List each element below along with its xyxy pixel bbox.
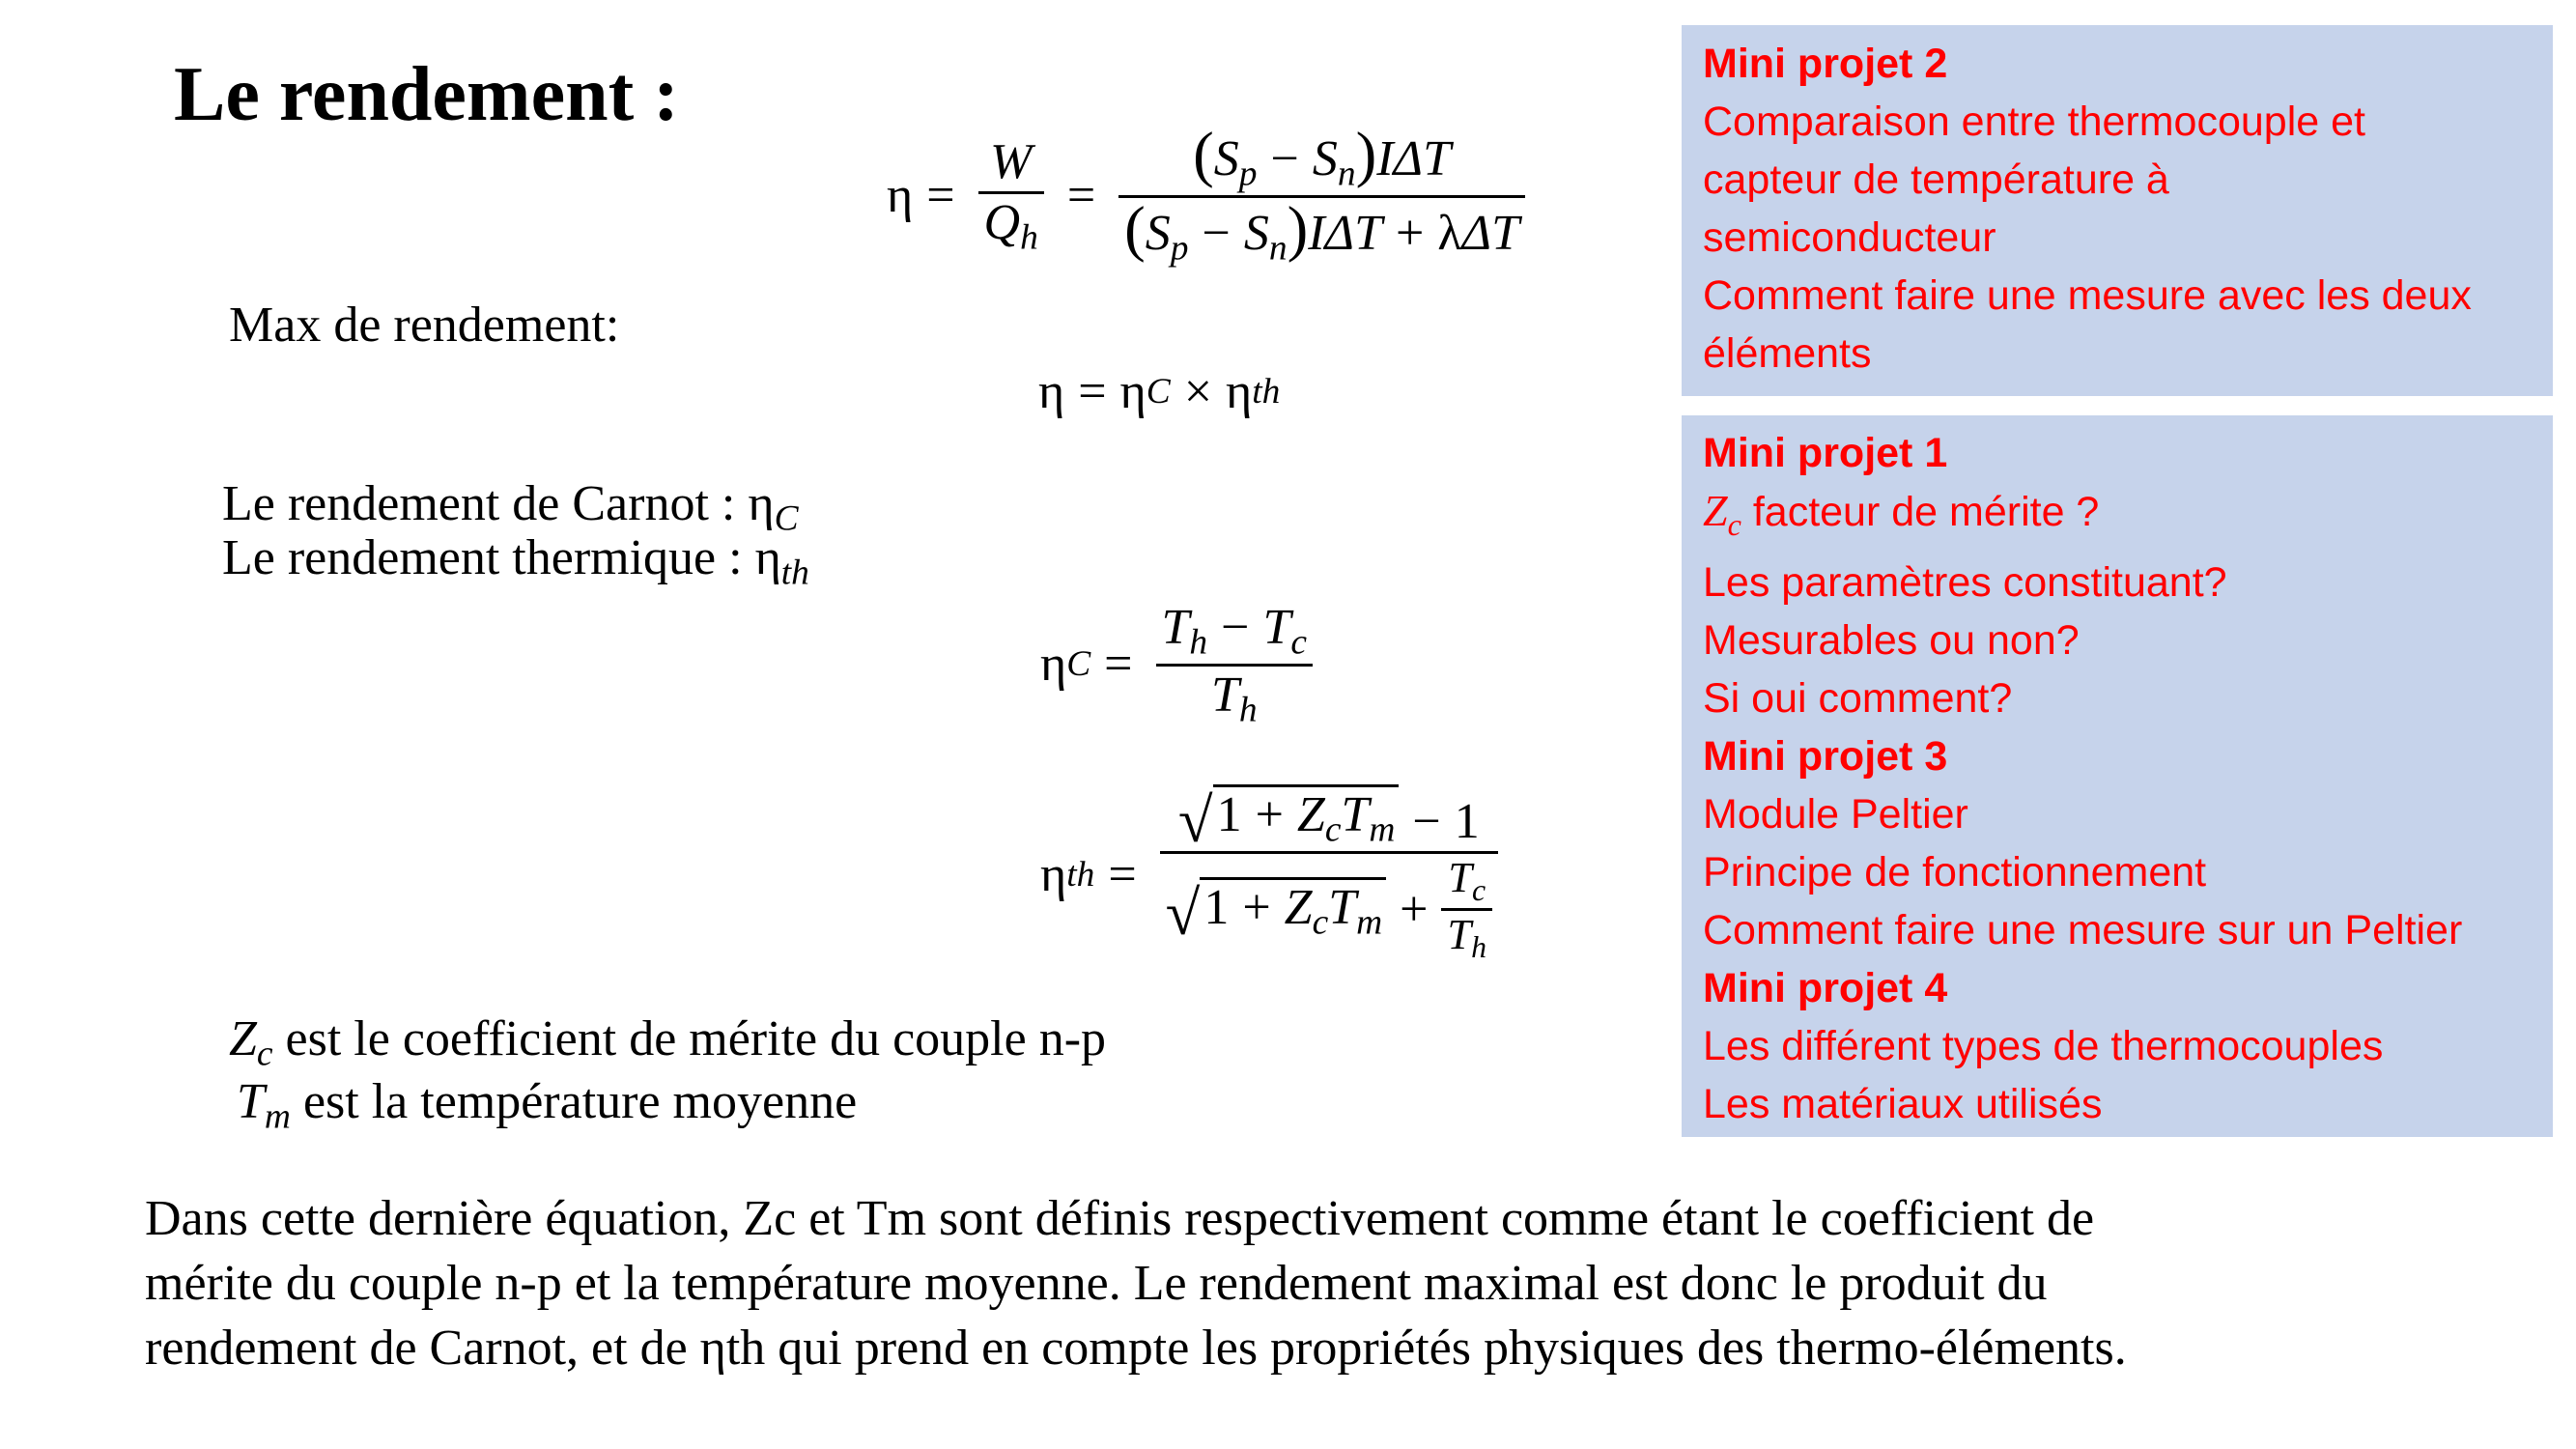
paragraph-line: mérite du couple n-p et la température moyenne. Le rendement maximal est donc le produit du bbox=[145, 1256, 2048, 1311]
carnot-efficiency-label: Le rendement de Carnot : $\eta_C$ bbox=[222, 476, 799, 539]
box-heading: Mini projet 3 bbox=[1703, 733, 1948, 781]
box-line: Comment faire une mesure avec les deux bbox=[1703, 272, 2472, 319]
paragraph-line: rendement de Carnot, et de ηth qui prend en compte les propriétés physiques des thermo-éléments. bbox=[145, 1321, 2127, 1376]
mini-projects-box bbox=[1682, 415, 2553, 1137]
box-line: semiconducteur bbox=[1703, 214, 1996, 261]
numerator-w: W bbox=[990, 134, 1033, 190]
carnot-fraction: $\frac{T_h - T_c}{T_h}$ bbox=[1156, 599, 1314, 730]
square-root: √ $1 + Z_cT_m$ bbox=[1178, 784, 1400, 849]
eta-symbol: η bbox=[887, 168, 914, 224]
box-heading: Mini projet 1 bbox=[1703, 430, 1948, 476]
explanation-paragraph bbox=[145, 1186, 2127, 1380]
denominator-qh: $Q_h$ bbox=[983, 195, 1038, 258]
box-line: Les paramètres constituant? bbox=[1703, 559, 2227, 607]
work-over-heat-fraction bbox=[978, 133, 1044, 258]
box-line: Comparaison entre thermocouple et bbox=[1703, 99, 2365, 145]
tm-definition: $T_m$ est la température moyenne bbox=[237, 1074, 858, 1137]
box-line: éléments bbox=[1703, 330, 1872, 377]
mini-project-2-box bbox=[1682, 25, 2553, 396]
box-line: $Z_c$ facteur de mérite ? bbox=[1703, 486, 2100, 543]
box-line: Les matériaux utilisés bbox=[1703, 1081, 2103, 1128]
box-heading: Mini projet 4 bbox=[1703, 965, 1948, 1012]
box-line: Mesurables ou non? bbox=[1703, 617, 2080, 665]
zc-definition: $Z_c$ est le coefficient de mérite du couple n-p bbox=[229, 1011, 1107, 1074]
thermal-fraction: √ $1 + Z_cT_m$ − 1 √ $1 + Z_cT_m$ + $\frac{T_c}{T_h}$ bbox=[1160, 784, 1498, 966]
efficiency-formula bbox=[887, 120, 1535, 269]
box-line: Si oui comment? bbox=[1703, 675, 2013, 723]
slide-title: Le rendement : bbox=[174, 52, 679, 137]
thermal-efficiency-label: Le rendement thermique : $\eta_{th}$ bbox=[222, 530, 809, 593]
max-efficiency-label: Max de rendement: bbox=[229, 298, 620, 353]
box-line: Module Peltier bbox=[1703, 791, 1968, 838]
box-line: capteur de température à bbox=[1703, 156, 2169, 203]
tc-over-th-fraction: $\frac{T_c}{T_h}$ bbox=[1441, 854, 1491, 966]
paragraph-line: Dans cette dernière équation, Zc et Tm sont définis respectivement comme étant le coefficient de bbox=[145, 1191, 2095, 1246]
seebeck-numerator: $(S_p - S_n)I\Delta T$ bbox=[1193, 120, 1451, 194]
box-line: Principe de fonctionnement bbox=[1703, 849, 2207, 896]
equals-sign: = bbox=[926, 168, 955, 224]
max-efficiency-formula: η = η C × η th bbox=[1038, 364, 1281, 419]
box-line: Comment faire une mesure sur un Peltier bbox=[1703, 907, 2463, 954]
thermal-formula: η th = √ $1 + Z_cT_m$ − 1 √ $1 + Z_cT_m$ + $\frac{T_c}{T_h}$ bbox=[1040, 784, 1508, 966]
square-root: √ $1 + Z_cT_m$ bbox=[1166, 877, 1387, 942]
box-heading: Mini projet 2 bbox=[1703, 41, 1948, 87]
seebeck-denominator: $(S_p - S_n)I\Delta T + \lambda\Delta T$ bbox=[1124, 193, 1519, 268]
box-line: Les différent types de thermocouples bbox=[1703, 1023, 2384, 1070]
seebeck-fraction bbox=[1118, 120, 1525, 269]
carnot-formula: η C = $\frac{T_h - T_c}{T_h}$ bbox=[1040, 599, 1322, 730]
equals-sign: = bbox=[1066, 168, 1096, 224]
